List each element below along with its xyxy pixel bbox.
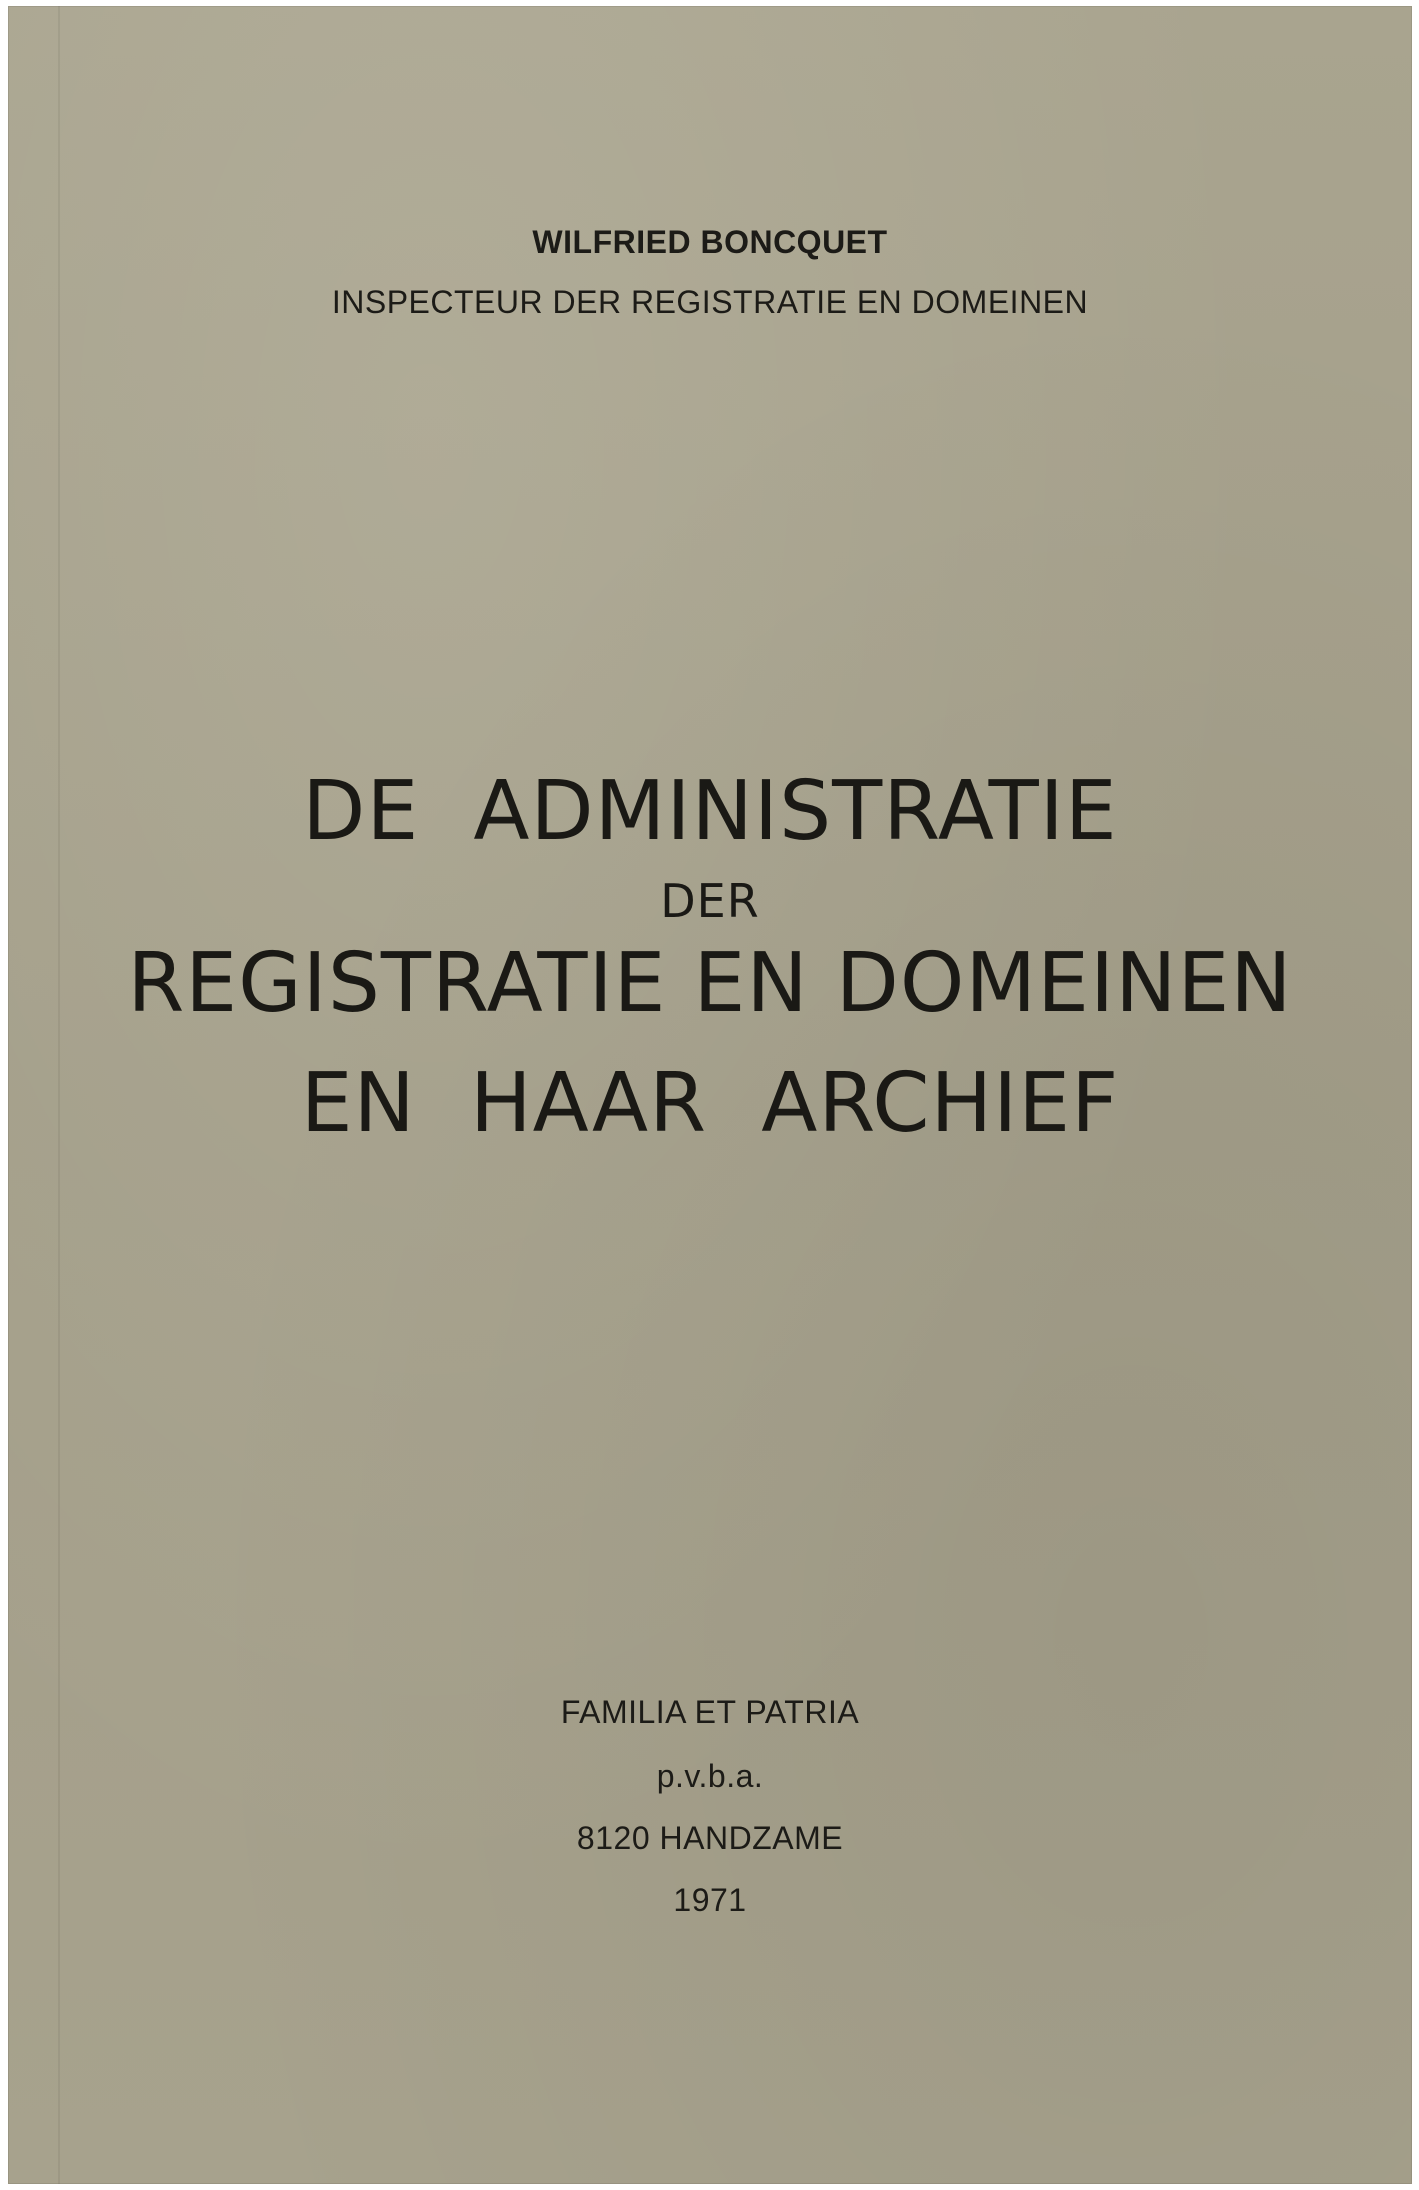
publication-year: 1971 [673,1882,747,1918]
publisher-address: 8120 HANDZAME [576,1820,844,1856]
title-line-1: DE ADMINISTRATIE [302,764,1118,859]
author-role: INSPECTEUR DER REGISTRATIE EN DOMEINEN [331,284,1089,320]
author-name: WILFRIED BONCQUET [532,224,888,260]
publisher-type: p.v.b.a. [656,1758,764,1794]
title-line-3: REGISTRATIE EN DOMEINEN [127,936,1293,1031]
book-cover [8,6,1412,2184]
title-line-4: EN HAAR ARCHIEF [300,1056,1120,1151]
title-line-2: DER [660,874,760,928]
publisher-name: FAMILIA ET PATRIA [560,1694,860,1730]
